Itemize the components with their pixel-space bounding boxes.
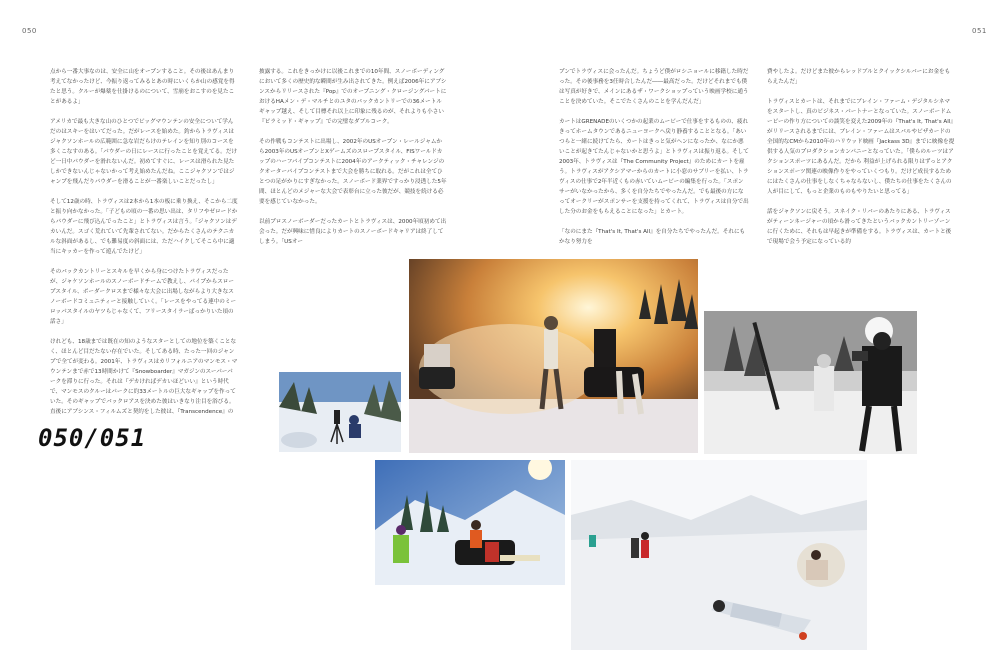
paragraph: 費やしたよ。だけどまた彼からレッドブルとクイックシルバーにお金をもらえたんだ」: [767, 69, 951, 85]
paragraph: その作戦もコンテストに出場し、2002年のUSオープン・レールジャムから2003年のUSオープンとXゲームズのスロープスタイル、FISワールドカップのハーフパイプコンテストに2004年のアークティック・チャレンジのクオーターパイプコンテストまで大会を勝ちに取れる。だがこれは全てひとつの足がかりにすぎなかった。スノーボード業界ですっかり浸透した5年間、ほとんどのメジャーな大会で表彰台に立った彼だが、競技を続ける必要を感じていなかった。: [259, 139, 447, 205]
photo-snowmobile-sunset: [409, 259, 698, 453]
paragraph: 点から一番大事なのは、安全に山をオープンすること。その後はあんまり考えてなかったけど、今振り返ってみるとあの時にいくらか山の感覚を得たと思う。クルーが爆薬を仕掛けるのについて、雪崩をおこすのを見たことがあるよ」: [50, 69, 235, 105]
photo-camera-crew-small: [279, 372, 401, 452]
folio-right: 051: [972, 27, 987, 35]
paragraph: トラヴィスとカートは、それまでにブレイン・ファーム・デジタルシネマをスタートし、真のビジネス・パートナーとなっていた。スノーボードムービーの作り方についての談笑を変えた2009年の『That's It, That's All』がリリースされるまでには、ブレイン・ファームはスバルやビザカードの全国的なCMから2010年のハリウッド映画『Jackass 3D』までに映像を提供する人気のプロダクションカンパニーとなっていた。「僕らのルーツはアクションスポーツにあるんだ。だから 利益が上げられる限りはずっとアクションスポーツ関連の映像作りをやっていくつもり。だけど成長するためにはたくさんの仕事をしなくちゃならないし、僕たちの仕事をたくさんの人が目にして、もっと企業のものもやりたいと思ってる」: [767, 99, 955, 195]
paragraph: 以前プロスノーボーダーだったカートとトラヴィスは、2000年頃初めて出会った。だが興味に惜良によりカートのスノーボードキャリアは終了してしまう。「USオー: [259, 219, 447, 245]
paragraph: 「なのにまた『That's It, That's All』を自分たちでやったんだ。それにもかなり努力を: [559, 229, 746, 245]
paragraph: そのバックカントリーとスキルを早くから身につけたトラヴィスだったが、ジャケソンホールのスノーボードチームで教えし、パイプからスロープスタイル、ボーダークロスまで様々な大会に出場しながらより大きなスノーボードコミュニティーと接触していく。「レースをやってる連中のミーロッパスタイルのヤツらじゃなくて、フリースタイラーばっかりいた頃の話さ」: [50, 269, 237, 325]
paragraph: プンでトラヴィスに会ったんだ。ちょうど僕がロシニョールに移籍した時だった。その後事務を3任時合したんだ――最高だった。だけどそれまでも僕は写真が好きで、メインにあるザ・ワークショップっていう映画学校に通うことを決めていた。そこでたくさんのことを学んだんだ」: [559, 69, 749, 105]
text-column-4: [767, 67, 955, 247]
photo-bw-rider-camera: [704, 311, 917, 454]
paragraph: 話をジャクソンに戻そう。スネイク・リバーのあたりにある、トラヴィスがティーンネージャーの頃から滑ってきたというバックカントリーゾーンに行くために、それもは早起きが準備をする。トラヴィスは、カートと後で現場で会う予定になっている約: [767, 209, 952, 245]
paragraph: カートはGRENADEのいくつかの起業のムービーで仕事をするものの、疲れきってホームタウンであるニューヨークへ戻り静養することとなる。「あいつらと一緒に続けてたら、カートはきっと気がヘンになったか、なにか悪いことが起きてたんじゃないかと思うよ」とトラヴィスは振り返る。そして2003年、トラヴィスは『The Community Project』のためにカートを雇う。トラヴィスがアクシアマーからのカートに小窓のサブリーを払い、トラヴィスの仕事で2年半近くもの赤いていムービーの編集を行った。「スポンサーがいなかったから、多くを自分たちでやったんだ。でも最後の方になってオークリーがスポンサーを支援を持ってくれて、トラヴィスは自分で出した分のお金をもらえることになった」とカート。: [559, 119, 749, 215]
paragraph: そして12歳の時、トラヴィスは2本から1本の板に乗り換え、そこから二度と振り向かなかった。「子どもの頃の一番の思い出は、タリフやゼロードからパウダーに飛び込んでったこと」とトラヴィスは言う。「ジャクソンはデカいんだ。スゴく荒れていて先輩されてない。だからたくさんのテクニカルな斜面があるし、でも難易度の斜面には、ただハイクしてそこら中に適当にキッカーを作って遊んでたけど」: [50, 199, 238, 255]
spread-number: 050/051: [38, 424, 147, 452]
photo-snow-pit: [571, 460, 867, 650]
folio-left: 050: [22, 27, 37, 35]
paragraph: 披露する。これをきっかけに以後これまでの10年間、スノーボーディングにおいて多くの歴史的な瞬間が生み出されてきた。例えば2006年にアブシンスからリリースされた『Pop』でのオープニング・クロージングパートにおけるHAメン・デ・マルチとのユタのバックカントリーでの36メートルギャップ越え、そして目標それ以上に印象に残るのが、それよりも小さい『ピラミッド・ギャップ』での完璧なダブルコーク。: [259, 69, 447, 125]
text-column-1: [50, 67, 238, 417]
text-column-3: [559, 67, 749, 247]
paragraph: けれども、18歳までは既在の知のようなスターとしての地位を築くことなく、ほとんど目だたない存在でいた。そしてある時、たった一回のジャンプで全てが変わる。2001年、トラヴィスはカリフォルニアのマンモス・マウンテンまで赤で13時間かけて『Snowboarder』マガジンのスーパーパークを滞りに行った。それは『デカければデカいほどいい』という時代で、マンモスのクルーはパークに約33メートルの巨大なギャップを作っていた。そのギャップでバックロアスを決めた彼はいきなり注目を浴びる。直後にアブシンス・フィルムズと契約をした彼は、『Transcendence』の: [50, 339, 238, 415]
text-column-2: [259, 67, 447, 247]
photo-crew-sunny-slope: [375, 460, 565, 585]
paragraph: アメリカで最も大きな山のひとつでビッグマウンテンの安全について学んだのはスキーをはいてだった。だがレースを始めた。釣からトラヴィスはジャクソンホールの広範囲に急な岩だらけのテレインを知り別のコースを多くこなすのある。「パウダーの日にレースに行ったことを覚えてる。だけど一日中パウダーを滑れないんだ。初めてすぐに、レースは滑られた見たしかできないんじゃないかって考え始めたんだね。ここジャクソンではジャンプを飛んだりパウダーを滑ることが一番楽しいことだったし」: [50, 119, 238, 185]
